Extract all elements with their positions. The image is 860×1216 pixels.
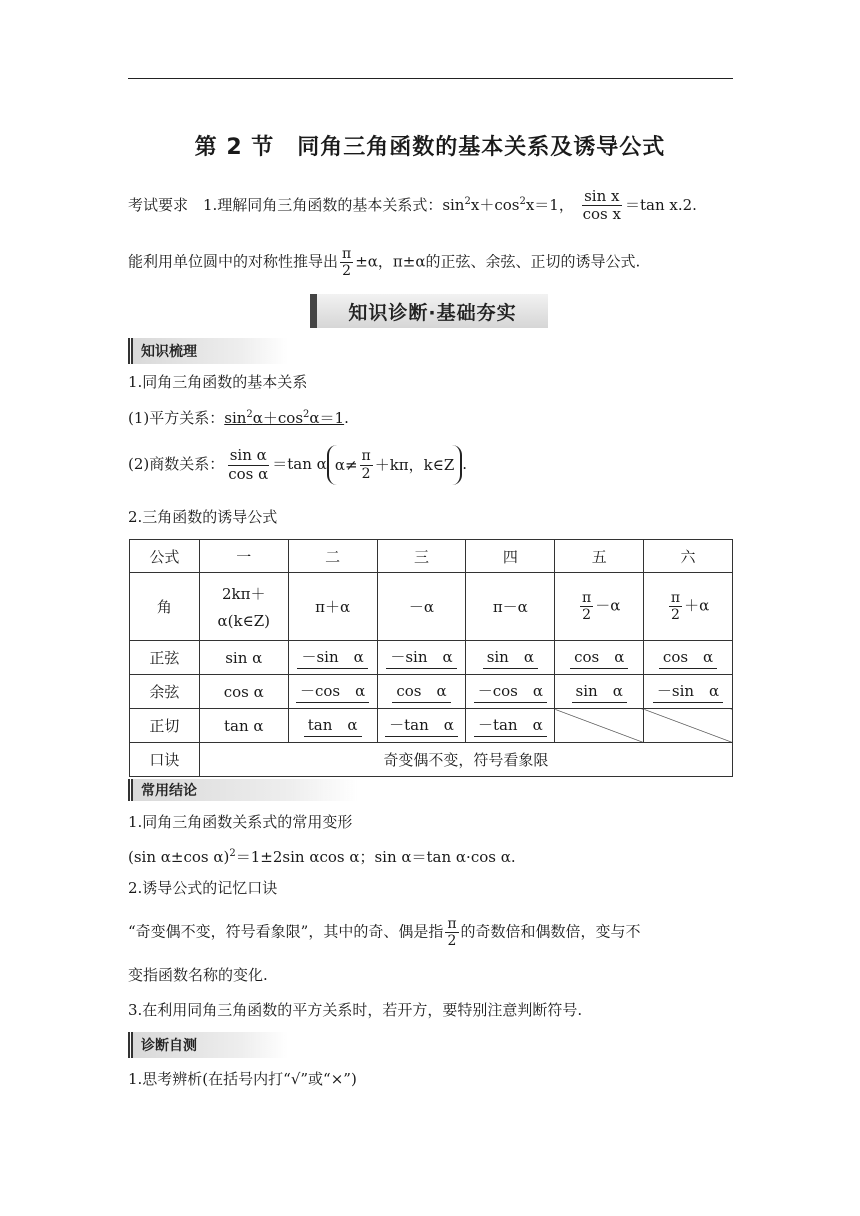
row-label: 正弦: [130, 641, 200, 675]
requirements-line-1: 考试要求 1.理解同角三角函数的基本关系式：$\sin^2x+\cos^2x=1$， $\frac{\text{sin x}}{\text{cos x}}$ ＝tan x.2.: [128, 187, 697, 224]
angle-cell: －α: [377, 573, 466, 641]
cos-cell: sin α: [555, 675, 644, 709]
empty-diagonal-cell: [555, 709, 644, 743]
sin-row: [130, 641, 733, 675]
sin-cell: sin α: [466, 641, 555, 675]
pi-over-2: $\frac{\pi}{2}$: [342, 246, 352, 280]
quotient-fraction: $\frac{\text{sin α}}{\text{cos α}}$: [228, 446, 269, 483]
cos-cell: －sin α: [644, 675, 733, 709]
conclusion-2-text: “奇变偶不变，符号看象限”，其中的奇、偶是指 $\frac{\pi}{2}$ 的奇数倍和偶数倍，变与不: [128, 916, 641, 950]
square-relation: (1)平方关系：$\sin^2\alpha+\cos^2\alpha=1$.: [128, 409, 349, 427]
angle-cell: $\frac{\pi}{2}$ ＋α: [644, 573, 733, 641]
req-fraction: $\frac{\text{sin x}}{\text{cos x}}$: [582, 187, 621, 224]
induction-formula-table: [129, 539, 733, 777]
page-title: 第 2 节 同角三角函数的基本关系及诱导公式: [194, 135, 666, 160]
header-cell: 三: [377, 540, 466, 573]
row-label: 角: [130, 573, 200, 641]
conclusion-3: 3.在利用同角三角函数的平方关系时，若开方，要特别注意判断符号.: [128, 1001, 583, 1019]
req-part2: x＋cos: [470, 195, 520, 214]
conclusion-2: 2.诱导公式的记忆口诀: [128, 879, 278, 897]
req-lead: 考试要求 1.理解同角三角函数的基本关系式：sin: [128, 195, 465, 214]
tan-cell: －tan α: [377, 709, 466, 743]
quotient-relation: (2)商数关系： $\frac{\text{sin α}}{\text{cos α}}$ ＝tan α α≠ $\frac{\pi}{2}$ ＋kπ，k∈Z .: [128, 445, 467, 485]
header-cell: 一: [199, 540, 288, 573]
tan-row: [130, 709, 733, 743]
header-cell: 六: [644, 540, 733, 573]
angle-cell: π＋α: [288, 573, 377, 641]
tan-cell: －tan α: [466, 709, 555, 743]
sin-cell: －sin α: [288, 641, 377, 675]
quotient-condition: α≠ $\frac{\pi}{2}$ ＋kπ，k∈Z: [327, 445, 462, 485]
mnemonic-row: [130, 743, 733, 777]
conclusion-2-text-cont: 变指函数名称的变化.: [128, 966, 268, 984]
tan-cell: tan α: [199, 709, 288, 743]
header-cell: 公式: [130, 540, 200, 573]
angle-cell: π－α: [466, 573, 555, 641]
cos-cell: －cos α: [466, 675, 555, 709]
cos-cell: cos α: [199, 675, 288, 709]
req-part3: x＝1，: [525, 195, 574, 214]
sin-cell: cos α: [644, 641, 733, 675]
basic-heading: 1.同角三角函数的基本关系: [128, 373, 308, 391]
row-label: 余弦: [130, 675, 200, 709]
conclusion-1: 1.同角三角函数关系式的常用变形: [128, 813, 353, 831]
tan-cell: tan α: [288, 709, 377, 743]
tag-conclusions: 常用结论: [128, 779, 358, 801]
cos-cell: －cos α: [288, 675, 377, 709]
req-tail: ＝tan x.2.: [624, 195, 697, 214]
header-cell: 五: [555, 540, 644, 573]
mnemonic-cell: 奇变偶不变，符号看象限: [199, 743, 732, 777]
tag-knowledge: 知识梳理: [128, 338, 288, 364]
sin-cell: cos α: [555, 641, 644, 675]
empty-diagonal-cell: [644, 709, 733, 743]
table-header-row: [130, 540, 733, 573]
angle-cell: $\frac{\pi}{2}$ －α: [555, 573, 644, 641]
top-rule: [128, 78, 733, 79]
cos-cell: cos α: [377, 675, 466, 709]
section-banner: 知识诊断·基础夯实: [310, 294, 548, 328]
sin-cell: －sin α: [377, 641, 466, 675]
header-cell: 四: [466, 540, 555, 573]
self-test-q1: 1.思考辨析(在括号内打“√”或“×”): [128, 1070, 357, 1088]
conclusion-1-formula: (sin α±cos α)$^2$＝1±2sin αcos α；sin α＝tan α·cos α.: [128, 848, 516, 866]
angle-row: [130, 573, 733, 641]
square-formula: $\sin^2\alpha+\cos^2\alpha=1$: [224, 409, 345, 427]
sin-cell: sin α: [199, 641, 288, 675]
header-cell: 二: [288, 540, 377, 573]
row-label: 口诀: [130, 743, 200, 777]
table-heading: 2.三角函数的诱导公式: [128, 508, 278, 526]
tag-self-test: 诊断自测: [128, 1032, 288, 1058]
row-label: 正切: [130, 709, 200, 743]
cos-row: [130, 675, 733, 709]
requirements-line-2: 能利用单位圆中的对称性推导出 $\frac{\pi}{2}$ ±α，π±α的正弦、余弦、正切的诱导公式.: [128, 246, 641, 280]
angle-cell: 2kπ＋ α(k∈Z): [199, 573, 288, 641]
